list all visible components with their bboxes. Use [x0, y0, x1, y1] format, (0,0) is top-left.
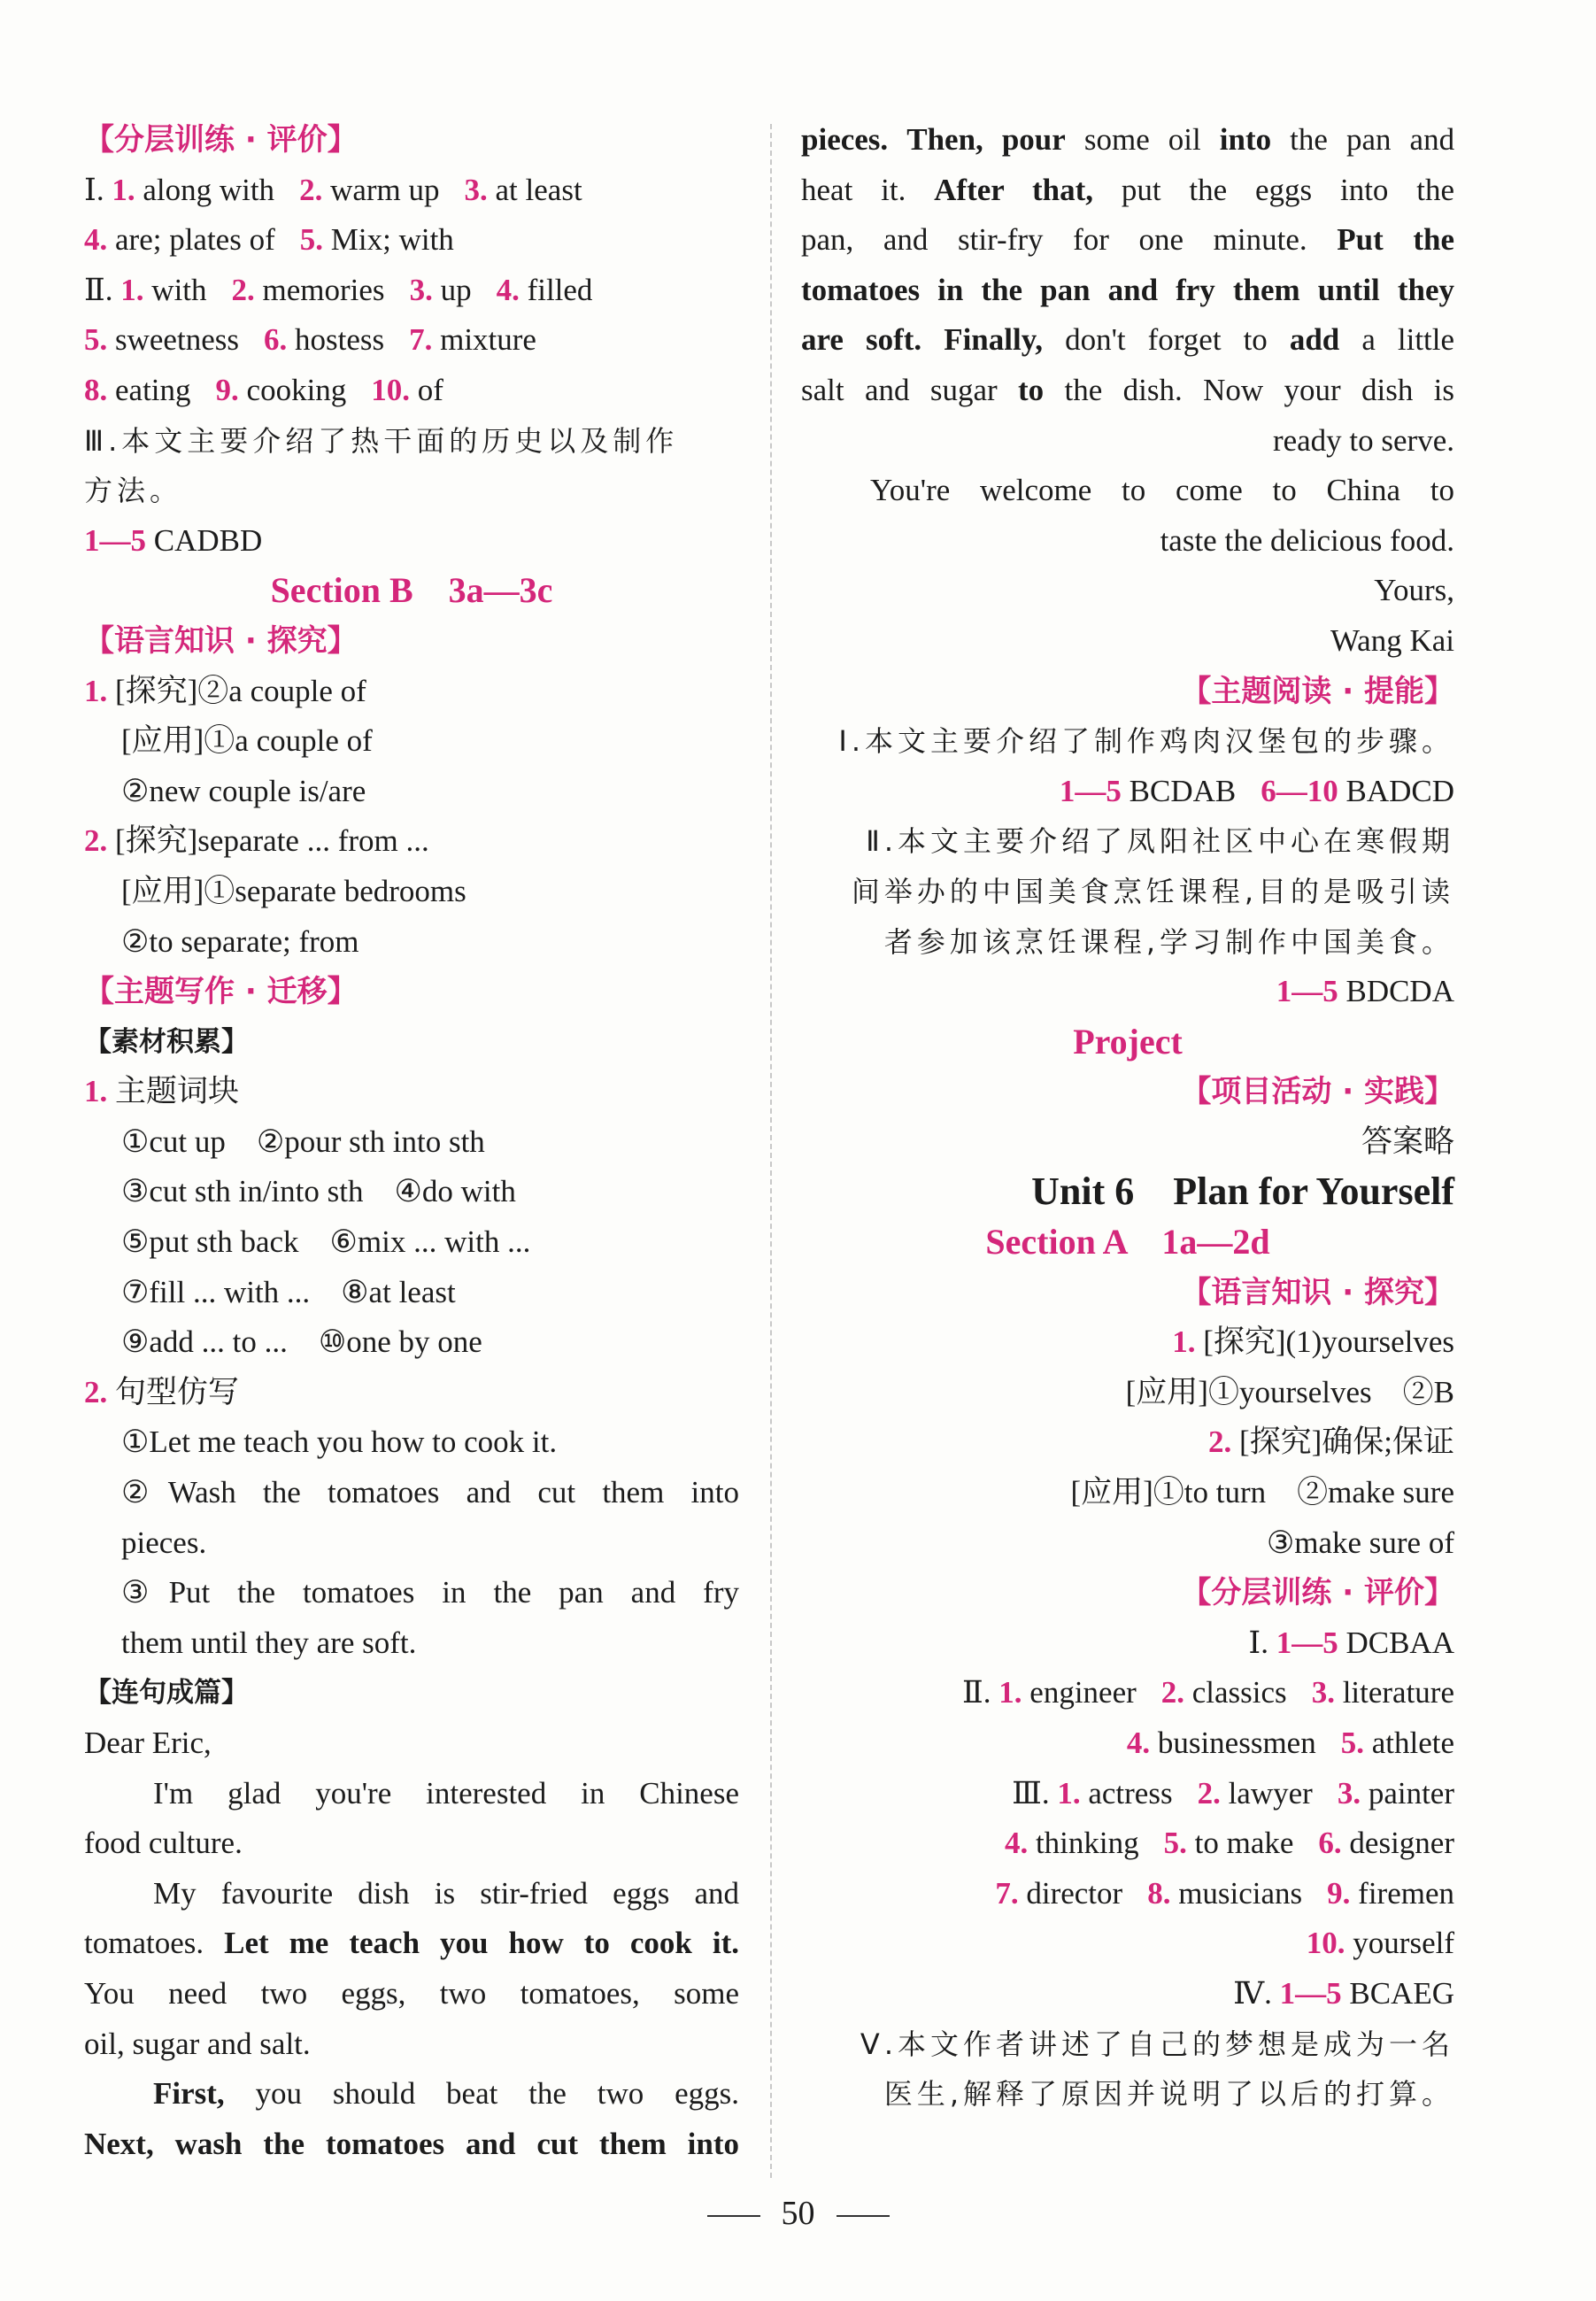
phrase-line: ⑨add ... to ... ⑩one by one [121, 1324, 482, 1360]
answer-line: Ⅱ. 1. with 2. memories 3. up 4. filled [84, 272, 593, 307]
answer-line: Ⅱ. 1. engineer 2. classics 3. literature [961, 1675, 1454, 1710]
letter-line: I'm glad you're interested in Chinese [153, 1775, 739, 1811]
answer-line: 8. eating 9. cooking 10. of [84, 372, 443, 407]
letter-line: heat it. After that, put the eggs into the [801, 172, 1454, 207]
answer-line: Ⅳ. 1—5 BCAEG [1233, 1975, 1454, 2011]
answer-line: 2. [探究]确保;保证 [1207, 1425, 1454, 1460]
answer-line: 2. [探究]separate ... from ... [84, 823, 429, 859]
sentence-line: ③Put the tomatoes in the pan and fry [121, 1575, 739, 1610]
answer-line: [应用]①yourselves ②B [1125, 1374, 1454, 1409]
page-number-rule-right [837, 2215, 890, 2217]
phrase-line: ①cut up ②pour sth into sth [121, 1123, 485, 1159]
summary-text: Ⅴ.本文作者讲述了自己的梦想是成为一名 [860, 2027, 1454, 2061]
answer-line: [应用]①to turn ②make sure [1070, 1475, 1454, 1510]
answer-line: 2. 句型仿写 [84, 1374, 240, 1409]
letter-line: My favourite dish is stir-fried eggs and [153, 1875, 739, 1911]
summary-text: 者参加该烹饪课程,学习制作中国美食。 [883, 924, 1454, 959]
page-number-rule-left [707, 2215, 760, 2217]
summary-text: Ⅱ.本文主要介绍了凤阳社区中心在寒假期 [866, 824, 1454, 859]
answer-line: Ⅰ. 1. along with 2. warm up 3. at least [84, 172, 582, 207]
answer-line: ②new couple is/are [121, 773, 366, 808]
letter-line: You need two eggs, two tomatoes, some [84, 1975, 739, 2011]
answer-line: 4. businessmen 5. athlete [1126, 1726, 1454, 1760]
sentence-line: ②Wash the tomatoes and cut them into [121, 1475, 739, 1510]
summary-text: Ⅰ.本文主要介绍了制作鸡肉汉堡包的步骤。 [838, 724, 1454, 759]
letter-line: pieces. Then, pour some oil into the pan and [801, 122, 1455, 157]
project-title: Project [1073, 1021, 1183, 1062]
heading-topic-reading: 【主题阅读 · 提能】 [1181, 673, 1454, 709]
left-column [84, 115, 739, 2169]
letter-line: tomatoes. Let me teach you how to cook it. [84, 1926, 740, 1961]
answer-line: 4. thinking 5. to make 6. designer [1004, 1826, 1454, 1861]
letter-line: Dear Eric, [84, 1726, 212, 1760]
answer-line: ③make sure of [1266, 1525, 1454, 1560]
answer-line: 4. are; plates of 5. Mix; with [84, 222, 454, 258]
phrase-line: ③cut sth in/into sth ④do with [121, 1174, 516, 1209]
letter-line: food culture. [84, 1826, 243, 1861]
answer-line: 1. [探究](1)yourselves [1172, 1324, 1454, 1360]
heading-language-knowledge: 【语言知识 · 探究】 [1181, 1274, 1454, 1310]
letter-line: First, you should beat the two eggs. [153, 2076, 739, 2112]
answer-line: 10. yourself [1306, 1926, 1454, 1961]
letter-line: tomatoes in the pan and fry them until they [801, 272, 1454, 307]
sentence-line: pieces. [121, 1525, 207, 1560]
letter-line: pan, and stir-fry for one minute. Put the [801, 222, 1454, 258]
summary-text: 间举办的中国美食烹饪课程,目的是吸引读 [851, 874, 1454, 908]
phrase-line: ⑦fill ... with ... ⑧at least [121, 1274, 456, 1309]
sentence-line: ①Let me teach you how to cook it. [121, 1425, 558, 1460]
answer-line: Ⅰ. 1—5 DCBAA [1248, 1625, 1454, 1660]
page-number-text: 50 [781, 2195, 815, 2232]
answer-line: 7. director 8. musicians 9. firemen [995, 1875, 1454, 1911]
letter-line: ready to serve. [1272, 422, 1454, 458]
sentence-line: them until they are soft. [121, 1625, 417, 1660]
subheading-material: 【素材积累】 [84, 1025, 249, 1058]
section-title: Section B 3a—3c [270, 570, 553, 611]
heading-layered-training: 【分层训练 · 评价】 [84, 122, 358, 158]
letter-line: You're welcome to come to China to [870, 473, 1454, 508]
answer-line: 5. sweetness 6. hostess 7. mixture [84, 322, 536, 358]
answer-line: [应用]①separate bedrooms [121, 873, 466, 908]
answer-line: 1—5 BCDAB 6—10 BADCD [1059, 773, 1454, 808]
letter-closing: Yours, [1374, 573, 1454, 608]
letter-line: Next, wash the tomatoes and cut them into [84, 2126, 739, 2161]
page-number [0, 2194, 1596, 2233]
section-title: Section A 1a—2d [985, 1222, 1270, 1262]
summary-text: 方法。 [84, 474, 183, 508]
column-divider [770, 124, 772, 2178]
answer-line: ②to separate; from [121, 923, 359, 959]
heading-project-activity: 【项目活动 · 实践】 [1181, 1074, 1454, 1110]
answer-line: 1—5 BDCDA [1276, 974, 1454, 1009]
phrase-line: ⑤put sth back ⑥mix ... with ... [121, 1224, 531, 1260]
summary-text: Ⅲ.本文主要介绍了热干面的历史以及制作 [84, 423, 679, 458]
answer-line: 1. 主题词块 [84, 1074, 240, 1109]
heading-language-knowledge: 【语言知识 · 探究】 [84, 622, 358, 659]
answer-line: [应用]①a couple of [121, 723, 373, 759]
letter-signature: Wang Kai [1330, 622, 1454, 658]
letter-line: salt and sugar to the dish. Now your dish is [801, 372, 1455, 407]
unit-title: Unit 6 Plan for Yourself [1031, 1170, 1454, 1214]
answer-line: Ⅲ. 1. actress 2. lawyer 3. painter [1012, 1775, 1454, 1811]
right-column [801, 115, 1454, 2120]
letter-line: oil, sugar and salt. [84, 2026, 311, 2061]
letter-line: taste the delicious food. [1160, 522, 1454, 558]
heading-topic-writing: 【主题写作 · 迁移】 [84, 974, 358, 1010]
answer-line: 1—5 CADBD [84, 522, 263, 558]
answer-omitted: 答案略 [1361, 1123, 1454, 1159]
summary-text: 医生,解释了原因并说明了以后的打算。 [883, 2077, 1454, 2112]
subheading-composition: 【连句成篇】 [84, 1677, 249, 1710]
answer-line: 1. [探究]②a couple of [84, 673, 366, 708]
letter-line: are soft. Finally, don't forget to add a little [801, 322, 1455, 358]
heading-layered-training: 【分层训练 · 评价】 [1181, 1575, 1454, 1611]
